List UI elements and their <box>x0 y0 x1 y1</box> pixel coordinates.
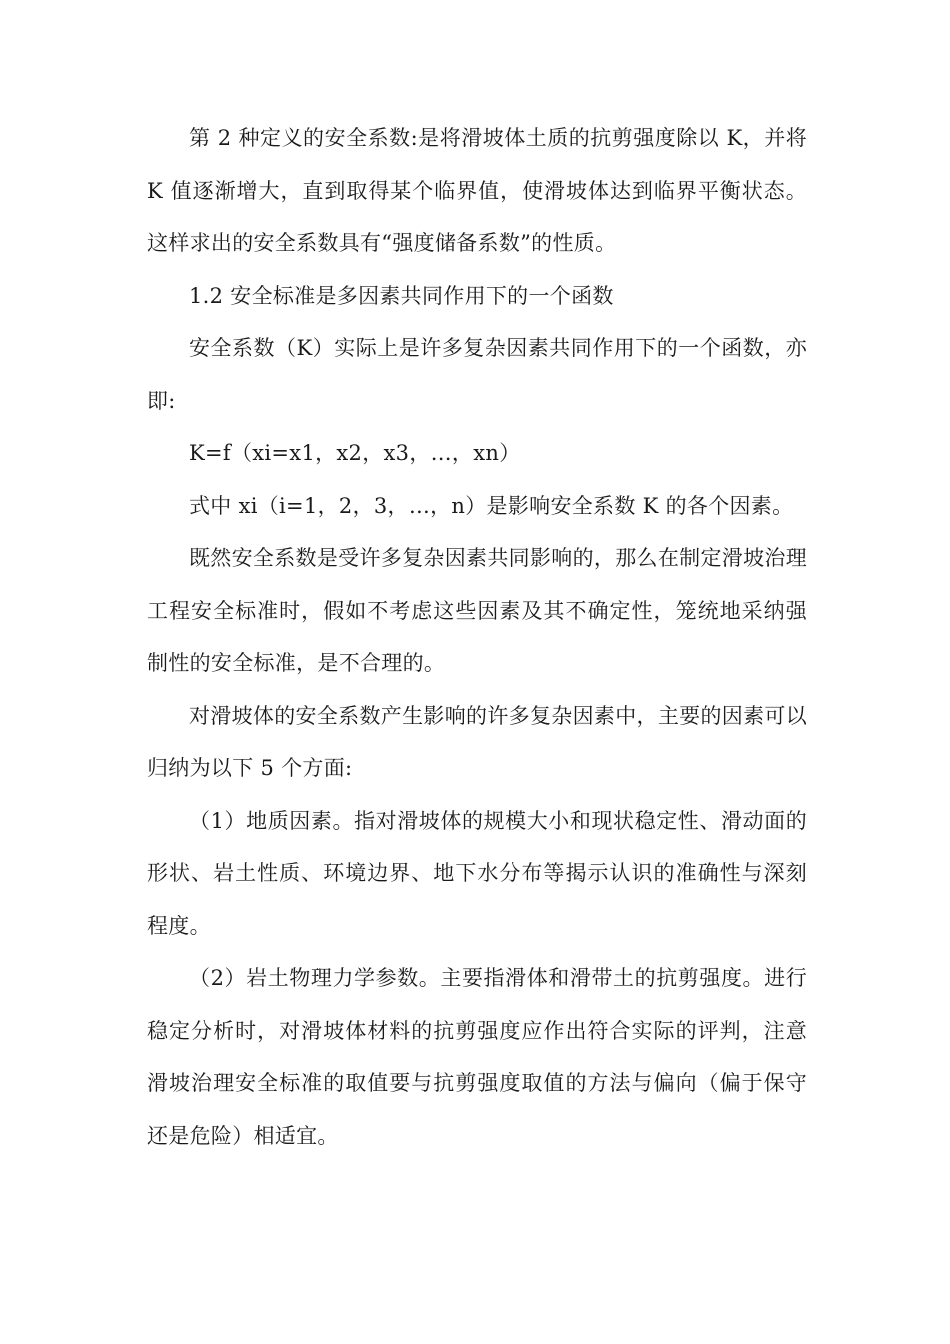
list-item-rock-soil-parameters: （2）岩土物理力学参数。主要指滑体和滑带土的抗剪强度。进行稳定分析时，对滑坡体材料的抗剪强度应作出符合实际的评判，注意滑坡治理安全标准的取值要与抗剪强度取值的方法与偏向（偏于保守还是危险）相适宜。 <box>147 966 807 1148</box>
paragraph-safety-factor-definition-2: 第 2 种定义的安全系数:是将滑坡体土质的抗剪强度除以 K，并将 K 值逐渐增大，直到取得某个临界值，使滑坡体达到临界平衡状态。这样求出的安全系数具有“强度储备系数”的性质。 <box>147 126 807 255</box>
document-body <box>147 112 807 1162</box>
paragraph-safety-factor-function: 安全系数（K）实际上是许多复杂因素共同作用下的一个函数，亦即: <box>147 336 807 413</box>
section-heading-1-2: 1.2 安全标准是多因素共同作用下的一个函数 <box>189 283 614 308</box>
list-item-geological-factors: （1）地质因素。指对滑坡体的规模大小和现状稳定性、滑动面的形状、岩土性质、环境边界、地下水分布等揭示认识的准确性与深刻程度。 <box>147 808 807 938</box>
formula-k-function: K=f（xi=x1，x2，x3，…，xn） <box>189 441 521 465</box>
paragraph-main-factors-intro: 对滑坡体的安全系数产生影响的许多复杂因素中，主要的因素可以归纳为以下 5 个方面: <box>147 703 807 780</box>
paragraph-standard-unreasonable: 既然安全系数是受许多复杂因素共同影响的，那么在制定滑坡治理工程安全标准时，假如不考虑这些因素及其不确定性，笼统地采纳强制性的安全标准，是不合理的。 <box>147 546 807 675</box>
paragraph-formula-explanation: 式中 xi（i=1，2，3，…，n）是影响安全系数 K 的各个因素。 <box>189 493 794 518</box>
